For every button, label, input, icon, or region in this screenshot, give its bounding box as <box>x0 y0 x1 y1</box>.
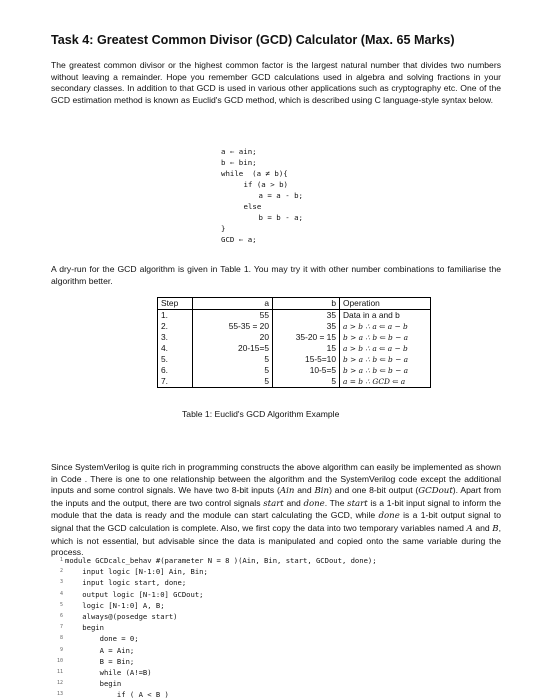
table-cell: 55-35 = 20 <box>193 321 273 332</box>
table-cell: b > a ∴ b ⇐ b − a <box>340 365 431 376</box>
code-line-number: 4 <box>59 590 63 597</box>
code-line-number: 8 <box>59 635 63 642</box>
algorithm-line: while (a ≠ b){ <box>221 169 288 178</box>
page-title: Task 4: Greatest Common Divisor (GCD) Calculator (Max. 65 Marks) <box>51 33 455 47</box>
algorithm-line: a ⇐ ain; <box>221 147 257 156</box>
code-line: if ( A < B ) <box>65 690 169 700</box>
table-cell: 20 <box>193 332 273 343</box>
code-line: always@(posedge start) <box>65 612 178 621</box>
table-caption: Table 1: Euclid's GCD Algorithm Example <box>182 409 340 419</box>
code-line: input logic [N-1:0] Ain, Bin; <box>65 567 208 577</box>
header-operation: Operation <box>340 298 431 310</box>
table-row <box>158 332 431 343</box>
code-line: input logic start, done; <box>65 578 187 588</box>
table-cell: 1. <box>158 310 193 322</box>
table-cell: 55 <box>193 310 273 322</box>
code-line-number: 11 <box>56 669 63 675</box>
intro-paragraph: The greatest common divisor or the highest common factor is the largest natural number that divides two numbers without leaving a remainder. Hope you remember GCD calculations used in algebra and solving fractions in your secondary classes. In addition to that GCD is used in various other applications such as cryptography etc. One of the GCD estimation method is known as Euclid's GCD method, which is described using C language-style syntax below. <box>51 60 501 105</box>
algorithm-line: b ⇐ bin; <box>221 158 257 167</box>
table-cell: 35 <box>273 310 340 322</box>
table-row <box>158 354 431 365</box>
algorithm-line: GCD ⇐ a; <box>221 235 257 244</box>
code-line-number: 10 <box>56 657 63 664</box>
code-line-number: 6 <box>59 613 63 619</box>
table-cell: a > b ∴ a ⇐ a − b <box>340 343 431 354</box>
code-line: while (A!=B) <box>65 668 152 677</box>
code-line-number: 7 <box>59 624 63 631</box>
table-cell: 35-20 = 15 <box>273 332 340 343</box>
table-cell: 5 <box>193 376 273 388</box>
algorithm-line: else <box>243 202 262 211</box>
table-cell: 5 <box>273 376 340 388</box>
table-cell: 7. <box>158 376 193 388</box>
code-line-number: 9 <box>59 646 63 653</box>
table-cell: 6. <box>158 365 193 376</box>
table-cell: 20-15=5 <box>193 343 273 354</box>
table-cell: 5 <box>193 354 273 365</box>
table-cell: b > a ∴ b ⇐ b − a <box>340 332 431 343</box>
code-line-number: 5 <box>59 601 63 608</box>
algorithm-line: a = a - b; <box>258 191 303 200</box>
code-line: output logic [N-1:0] GCDout; <box>65 589 204 599</box>
table-cell: 10-5=5 <box>273 365 340 376</box>
table-cell: 2. <box>158 321 193 332</box>
table-row <box>158 343 431 354</box>
code-line: module GCDcalc_behav #(parameter N = 8 )(Ain, Bin, start, GCDout, done); <box>65 556 377 565</box>
code-line: logic [N-1:0] A, B; <box>65 600 165 610</box>
table-cell: Data in a and b <box>340 310 431 322</box>
code-line: begin <box>65 679 122 689</box>
table-cell: 4. <box>158 343 193 354</box>
code-line: begin <box>65 623 104 633</box>
code-line: A = Ain; <box>65 645 135 655</box>
table-cell: 15 <box>273 343 340 354</box>
header-step: Step <box>158 298 193 310</box>
algorithm-line: b = b - a; <box>258 213 303 222</box>
code-line: done = 0; <box>65 634 139 644</box>
algorithm-line: } <box>221 224 226 233</box>
header-b: b <box>273 298 340 310</box>
header-a: a <box>193 298 273 310</box>
table-cell: a = b ∴ GCD ⇐ a <box>340 376 431 388</box>
code-line-number: 2 <box>59 568 63 575</box>
table-row <box>158 365 431 376</box>
code-line-number: 1 <box>59 557 63 563</box>
table-cell: 15-5=10 <box>273 354 340 365</box>
table-row <box>158 321 431 332</box>
table-cell: 5 <box>193 365 273 376</box>
dryrun-paragraph: A dry-run for the GCD algorithm is given in Table 1. You may try it with other number combinations to familiarise the algorithm better. <box>51 264 501 286</box>
algorithm-line: if (a > b) <box>243 180 288 189</box>
code-line-number: 3 <box>59 579 63 586</box>
table-cell: b > a ∴ b ⇐ b − a <box>340 354 431 365</box>
table-cell: a > b ∴ a ⇐ a − b <box>340 321 431 332</box>
table-row <box>158 310 431 322</box>
table-header-row <box>158 298 431 310</box>
code-line-number: 13 <box>56 691 63 698</box>
gcd-dryrun-table <box>157 297 431 388</box>
table-cell: 5. <box>158 354 193 365</box>
table-cell: 35 <box>273 321 340 332</box>
table-row <box>158 376 431 388</box>
code-line: B = Bin; <box>65 656 135 666</box>
table-cell: 3. <box>158 332 193 343</box>
code-line-number: 12 <box>56 680 63 687</box>
systemverilog-paragraph: Since SystemVerilog is quite rich in programming constructs the above algorithm can easily be implemented as shown in Code . There is one to one relationship between the algorithm and the SystemVerilog code except the additional inputs and some control signals. We have two 8-bit inputs (Ain and Bin) and one 8-bit output (GCDout). Apart from the inputs and the output, there are two control signals start and done. The start is a 1-bit input signal to inform the module that the data is ready and the module can start calculating the GCD, while done is a 1-bit output signal to signal that the GCD calculation is complete. Also, we first copy the data into two temporary variables named A and B, which is not essential, but advisable since the data is manipulated and copied onto the same variable during the process. <box>51 462 501 558</box>
